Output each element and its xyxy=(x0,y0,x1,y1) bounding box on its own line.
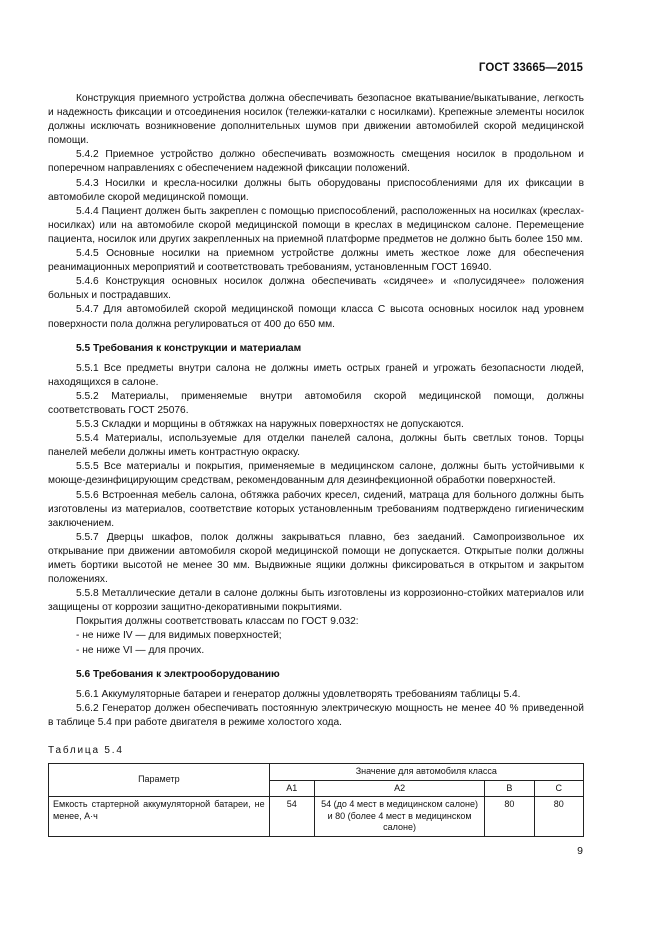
paragraph-5-5-1: 5.5.1 Все предметы внутри салона не должны иметь острых граней и угрожать безопасности людей, находящихся в салоне. xyxy=(48,362,584,388)
paragraph-5-5-5: 5.5.5 Все материалы и покрытия, применяемые в медицинском салоне, должны быть устойчивыми к моюще-дезинфицирующим средствам, рекомендованным для дезинфекционной обработки поверхностей. xyxy=(48,461,584,487)
value-c: 80 xyxy=(534,797,583,837)
class-header-a2: А2 xyxy=(314,780,484,797)
paragraph-5-5-3: 5.5.3 Складки и морщины в обтяжках на наружных поверхностях не допускаются. xyxy=(76,419,464,431)
paragraph-5-4-5: 5.4.5 Основные носилки на приемном устройстве должны иметь жесткое ложе для обеспечения реанимационных мероприятий и соответствовать требованиям, установленным ГОСТ 16940. xyxy=(48,248,584,274)
paragraph-5-4-4: 5.4.4 Пациент должен быть закреплен с помощью приспособлений, расположенных на носилках (креслах-носилках) или на автомобиле скорой медицинской помощи в креслах в медицинском салоне. Перемещение пациента, носилок или других закрепленных на приемной платформе предметов не должно быть более 150 мм. xyxy=(48,205,584,245)
table-header-row xyxy=(49,764,584,781)
table-caption: Таблица 5.4 xyxy=(48,745,124,757)
table-row xyxy=(49,797,584,837)
paragraph-5-4-2: 5.4.2 Приемное устройство должно обеспечивать возможность смещения носилок в продольном и поперечном направлениях с обеспечением надежной фиксации положений. xyxy=(48,149,584,175)
class-header-b: В xyxy=(485,780,534,797)
class-header-a1: А1 xyxy=(269,780,314,797)
paragraph-5-6-2: 5.6.2 Генератор должен обеспечивать постоянную электрическую мощность не менее 40 % приведенной в таблице 5.4 при работе двигателя в режиме холостого хода. xyxy=(48,702,584,728)
value-a2: 54 (до 4 мест в медицинском салоне) и 80 (более 4 мест в медицинском салоне) xyxy=(314,797,484,837)
paragraph-5-5-8: 5.5.8 Металлические детали в салоне должны быть изготовлены из коррозионно-стойких материалов или защищены от коррозии защитно-декоративными покрытиями. xyxy=(48,588,584,614)
paragraph-5-5-2: 5.5.2 Материалы, применяемые внутри автомобиля скорой медицинской помощи, должны соответствовать ГОСТ 25076. xyxy=(48,390,584,416)
paragraph-5-4-3: 5.4.3 Носилки и кресла-носилки должны быть оборудованы приспособлениями для их фиксации в автомобиле скорой медицинской помощи. xyxy=(48,177,584,203)
page-number: 9 xyxy=(577,845,583,857)
value-b: 80 xyxy=(485,797,534,837)
list-item: - не ниже IV — для видимых поверхностей; xyxy=(76,630,282,642)
value-a1: 54 xyxy=(269,797,314,837)
paragraph: Конструкция приемного устройства должна обеспечивать безопасное вкатывание/выкатывание, легкость и надежность фиксации и отсоединения носилок (тележки-каталки с носилками). Крепежные элементы носилок должны исключать возникновение дополнительных шумов при движении автомобилей скорой медицинской помощи. xyxy=(48,93,584,147)
paragraph-5-6-1: 5.6.1 Аккумуляторные батареи и генератор должны удовлетворять требованиям таблицы 5.4. xyxy=(76,688,521,700)
paragraph-5-5-6: 5.5.6 Встроенная мебель салона, обтяжка рабочих кресел, сидений, матраца для больного должны быть изготовлены из материалов, соответствие которых установленным требованиям подтверждено гигиеническим заключением. xyxy=(48,489,584,529)
table-5-4 xyxy=(48,763,584,837)
document-body xyxy=(48,92,584,837)
paragraph-5-5-4: 5.5.4 Материалы, используемые для отделки панелей салона, должны быть светлых тонов. Торцы панелей мебели должны иметь контрастную окраску. xyxy=(48,433,584,459)
param-cell: Емкость стартерной аккумуляторной батареи, не менее, А·ч xyxy=(49,797,270,837)
paragraph-5-5-7: 5.5.7 Дверцы шкафов, полок должны закрываться плавно, без заеданий. Самопроизвольное их открывание при движении автомобиля скорой медицинской помощи не допускается. Открытые полки должны иметь бортики высотой не менее 30 мм. Выдвижные ящики должны фиксироваться в открытом и закрытом положениях. xyxy=(48,531,584,586)
section-heading-5-5: 5.5 Требования к конструкции и материалам xyxy=(76,342,302,354)
document-id: ГОСТ 33665—2015 xyxy=(478,62,583,74)
list-item: - не ниже VI — для прочих. xyxy=(76,644,205,656)
param-header: Параметр xyxy=(49,764,270,797)
paragraph-coatings: Покрытия должны соответствовать классам по ГОСТ 9.032: xyxy=(76,616,359,628)
paragraph-5-4-7: 5.4.7 Для автомобилей скорой медицинской помощи класса С высота основных носилок над уровнем поверхности пола должна регулироваться от 400 до 650 мм. xyxy=(48,304,584,330)
group-header: Значение для автомобиля класса xyxy=(269,764,583,781)
paragraph-5-4-6: 5.4.6 Конструкция основных носилок должна обеспечивать «сидячее» и «полусидячее» положения больных и пострадавших. xyxy=(48,276,584,302)
class-header-c: С xyxy=(534,780,583,797)
section-heading-5-6: 5.6 Требования к электрооборудованию xyxy=(76,668,280,680)
